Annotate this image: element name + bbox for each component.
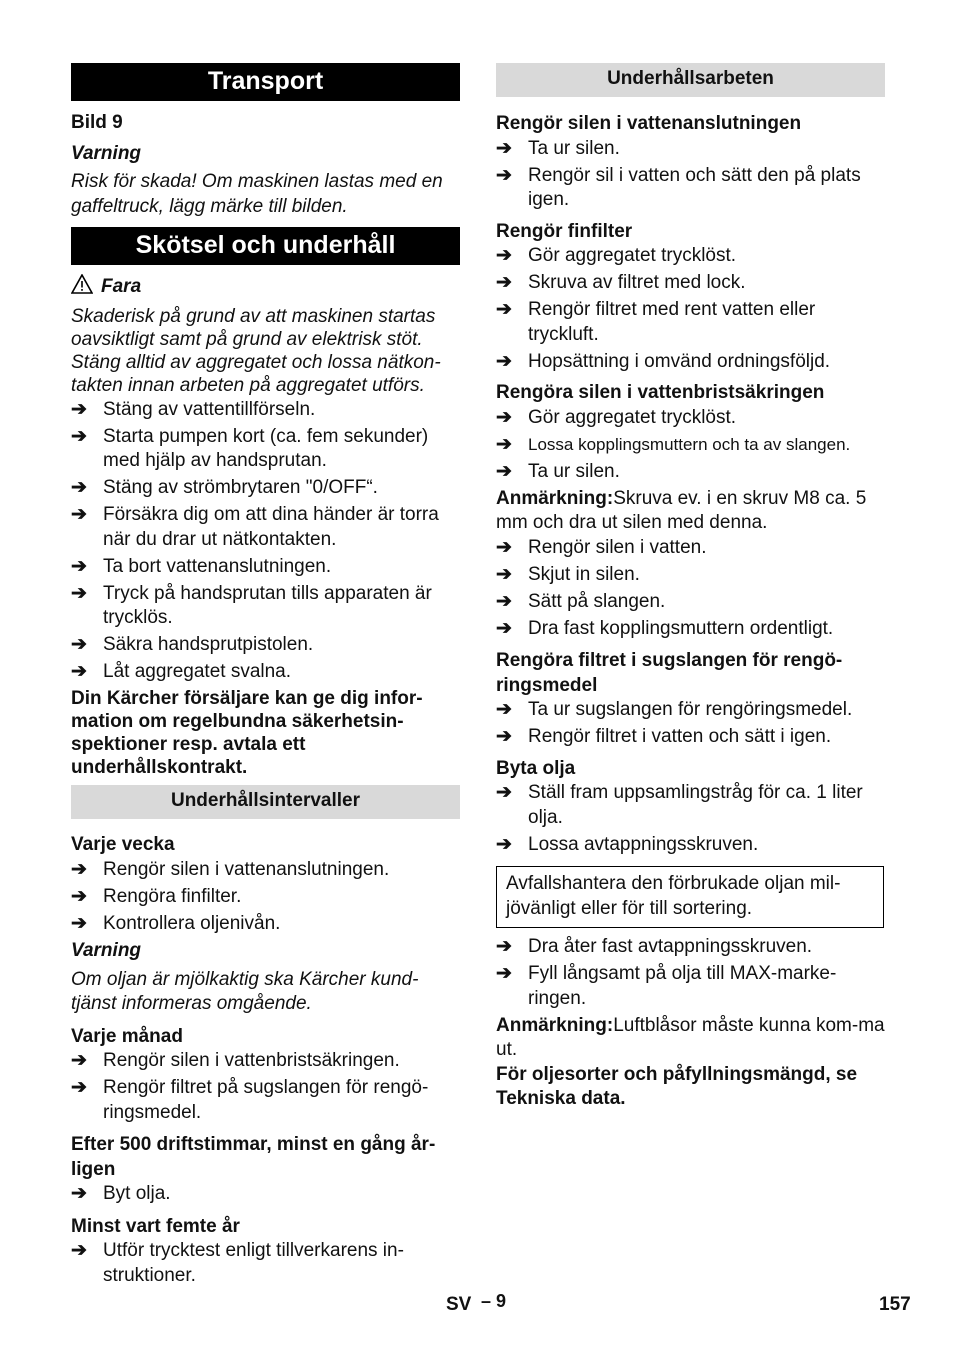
work-heading: Underhållsarbeten <box>496 63 885 97</box>
arrow-icon: ➔ <box>496 299 512 320</box>
arrow-icon: ➔ <box>71 1240 87 1261</box>
list-item-text: Ta ur sugslangen för rengöringsmedel. <box>528 699 853 720</box>
list-item <box>71 555 460 580</box>
arrow-icon: ➔ <box>496 617 512 639</box>
list-item-text: Rengör silen i vattenanslutningen. <box>103 858 390 880</box>
monthly-steps <box>71 1049 460 1125</box>
note1-text: Skruva ev. i en skruv M8 ca. 5 mm och dra ut silen med denna. <box>496 487 867 533</box>
footer-page-number: 157 <box>879 1294 911 1315</box>
arrow-icon: ➔ <box>496 245 512 266</box>
list-item-text: Rengöra finfilter. <box>103 885 242 907</box>
danger-text: Skaderisk på grund av att maskinen startas oavsiktligt samt på grund av elektrisk stöt. Stäng alltid av aggregatet och lossa nätkon-takten innan arbeten på aggregatet utförs. <box>71 305 441 396</box>
after500-steps <box>71 1182 460 1207</box>
list-item-text: Ta ur silen. <box>528 460 620 482</box>
note1 <box>496 487 885 536</box>
list-item <box>71 633 460 658</box>
list-item-text: Stäng av vattentillförseln. <box>103 398 316 420</box>
list-item <box>496 433 885 458</box>
right-column <box>496 63 885 1112</box>
arrow-icon: ➔ <box>496 460 512 482</box>
arrow-icon: ➔ <box>71 1050 87 1071</box>
warning-triangle-icon <box>71 274 93 294</box>
list-item-text: Hopsättning i omvänd ordningsföljd. <box>528 350 831 372</box>
list-item-text: Fyll långsamt på olja till MAX-marke-ringen. <box>528 963 837 1009</box>
list-item-text: Försäkra dig om att dina händer är torra när du drar ut nätkontakten. <box>103 504 439 550</box>
fifth-year-steps <box>71 1239 460 1288</box>
list-item <box>496 271 885 296</box>
list-item <box>496 590 885 615</box>
list-item-text: Rengör filtret på sugslangen för rengö-ringsmedel. <box>103 1077 429 1123</box>
arrow-icon: ➔ <box>496 936 512 957</box>
danger-label-text: Fara <box>101 276 142 297</box>
s3-steps-b <box>496 536 885 642</box>
fifth-year-heading: Minst vart femte år <box>71 1215 240 1237</box>
list-item <box>71 1239 460 1288</box>
list-item <box>496 164 885 213</box>
arrow-icon: ➔ <box>496 963 512 984</box>
arrow-icon: ➔ <box>496 699 512 720</box>
s5-steps <box>496 781 885 857</box>
list-item <box>71 885 460 910</box>
arrow-icon: ➔ <box>496 782 512 803</box>
arrow-icon: ➔ <box>71 477 87 498</box>
note2-label: Anmärkning: <box>496 1014 614 1036</box>
footer-lang: SV <box>446 1294 472 1315</box>
list-item <box>496 725 885 750</box>
list-item-text: Starta pumpen kort (ca. fem sekunder) med hjälp av handsprutan. <box>103 425 429 471</box>
s1-heading: Rengör silen i vattenanslutningen <box>496 113 802 134</box>
intervals-heading: Underhållsintervaller <box>71 785 460 819</box>
arrow-icon: ➔ <box>496 433 512 455</box>
s3-heading: Rengöra silen i vattenbristsäkringen <box>496 382 825 403</box>
left-column <box>71 63 460 1291</box>
warning-label: Varning <box>71 142 142 164</box>
list-item <box>496 406 885 431</box>
s1-steps <box>496 137 885 213</box>
list-item <box>71 1076 460 1125</box>
list-item-text: Byt olja. <box>103 1183 171 1204</box>
list-item <box>71 660 460 685</box>
list-item-text: Ta ur silen. <box>528 137 620 159</box>
list-item <box>496 244 885 269</box>
list-item-text: Sätt på slangen. <box>528 590 666 612</box>
after500-heading: Efter 500 driftstimmar, minst en gång år-ligen <box>71 1134 436 1180</box>
list-item <box>71 398 460 423</box>
note2-text: Luftblåsor måste kunna kom-ma ut. <box>496 1014 885 1060</box>
arrow-icon: ➔ <box>71 661 87 682</box>
list-item-text: Gör aggregatet trycklöst. <box>528 245 737 266</box>
transport-heading: Transport <box>71 63 460 101</box>
shutdown-steps <box>71 398 460 685</box>
list-item-text: Ta bort vattenanslutningen. <box>103 555 332 577</box>
list-item <box>71 1049 460 1074</box>
arrow-icon: ➔ <box>71 555 87 577</box>
final-note: För oljesorter och påfyllningsmängd, se Tekniska data. <box>496 1063 858 1109</box>
arrow-icon: ➔ <box>496 590 512 612</box>
note1-label: Anmärkning: <box>496 487 614 509</box>
s4-heading: Rengöra filtret i sugslangen för rengö-ringsmedel <box>496 650 843 696</box>
list-item <box>496 698 885 723</box>
list-item-text: Utför trycktest enligt tillverkarens in-struktioner. <box>103 1240 404 1286</box>
list-item <box>71 425 460 474</box>
list-item-text: Dra fast kopplingsmuttern ordentligt. <box>528 617 834 639</box>
list-item <box>496 962 885 1011</box>
dealer-note: Din Kärcher försäljare kan ge dig infor-mation om regelbundna säkerhetsin-spektioner resp. avtala ett underhållskontrakt. <box>71 688 423 778</box>
list-item-text: Skruva av filtret med lock. <box>528 272 746 293</box>
arrow-icon: ➔ <box>496 536 512 558</box>
care-heading: Skötsel och underhåll <box>71 227 460 265</box>
arrow-icon: ➔ <box>496 563 512 585</box>
warning2-label: Varning <box>71 940 142 961</box>
s3-steps <box>496 406 885 485</box>
list-item <box>496 935 885 960</box>
list-item-text: Dra åter fast avtappningsskruven. <box>528 936 813 957</box>
arrow-icon: ➔ <box>71 912 87 934</box>
arrow-icon: ➔ <box>496 350 512 372</box>
list-item <box>496 833 885 858</box>
arrow-icon: ➔ <box>71 634 87 655</box>
arrow-icon: ➔ <box>496 726 512 747</box>
list-item <box>71 1182 460 1207</box>
list-item <box>71 582 460 631</box>
list-item-text: Rengör filtret i vatten och sätt i igen. <box>528 726 832 747</box>
list-item-text: Rengör sil i vatten och sätt den på plats igen. <box>528 164 861 210</box>
list-item-text: Säkra handsprutpistolen. <box>103 634 314 655</box>
arrow-icon: ➔ <box>496 833 512 855</box>
list-item-text: Stäng av strömbrytaren "0/OFF“. <box>103 477 378 498</box>
warning-text: Risk för skada! Om maskinen lastas med en gaffeltruck, lägg märke till bilden. <box>71 171 443 217</box>
list-item <box>496 781 885 830</box>
list-item <box>496 617 885 642</box>
arrow-icon: ➔ <box>71 1077 87 1098</box>
list-item <box>496 563 885 588</box>
disposal-note-box: Avfallshantera den förbrukade oljan mil-jövänligt eller för till sortering. <box>496 866 884 928</box>
arrow-icon: ➔ <box>71 858 87 880</box>
list-item-text: Tryck på handsprutan tills apparaten är trycklös. <box>103 582 432 628</box>
list-item <box>496 536 885 561</box>
arrow-icon: ➔ <box>496 164 512 186</box>
list-item-text: Rengör silen i vatten. <box>528 536 707 558</box>
arrow-icon: ➔ <box>496 406 512 428</box>
weekly-heading: Varje vecka <box>71 834 175 855</box>
list-item-text: Skjut in silen. <box>528 563 640 585</box>
list-item-text: Lossa avtappningsskruven. <box>528 833 759 855</box>
footer-page-local: – 9 <box>481 1291 507 1311</box>
list-item <box>71 476 460 501</box>
list-item-text: Lossa kopplingsmuttern och ta av slangen. <box>528 434 851 454</box>
list-item-text: Låt aggregatet svalna. <box>103 661 292 682</box>
monthly-heading: Varje månad <box>71 1025 183 1047</box>
arrow-icon: ➔ <box>71 1183 87 1204</box>
arrow-icon: ➔ <box>496 272 512 293</box>
s2-heading: Rengör finfilter <box>496 220 633 242</box>
list-item <box>71 912 460 937</box>
list-item <box>496 137 885 162</box>
s5-heading: Byta olja <box>496 757 576 779</box>
list-item-text: Ställ fram uppsamlingstråg för ca. 1 liter olja. <box>528 782 863 828</box>
list-item-text: Rengör filtret med rent vatten eller tryckluft. <box>528 299 816 345</box>
warning2-text: Om oljan är mjölkaktig ska Kärcher kund-tjänst informeras omgående. <box>71 968 419 1014</box>
arrow-icon: ➔ <box>71 425 87 447</box>
arrow-icon: ➔ <box>71 398 87 420</box>
list-item-text: Kontrollera oljenivån. <box>103 912 281 934</box>
note2 <box>496 1014 885 1063</box>
list-item <box>496 460 885 485</box>
arrow-icon: ➔ <box>71 504 87 525</box>
s4-steps <box>496 698 885 750</box>
arrow-icon: ➔ <box>496 137 512 159</box>
danger-label <box>71 274 460 300</box>
arrow-icon: ➔ <box>71 582 87 604</box>
list-item <box>496 350 885 375</box>
weekly-steps <box>71 858 460 937</box>
s2-steps <box>496 244 885 374</box>
list-item <box>71 503 460 552</box>
arrow-icon: ➔ <box>71 885 87 907</box>
list-item-text: Rengör silen i vattenbristsäkringen. <box>103 1050 400 1071</box>
list-item <box>496 298 885 347</box>
list-item <box>71 858 460 883</box>
figure-ref: Bild 9 <box>71 112 123 133</box>
list-item-text: Gör aggregatet trycklöst. <box>528 406 737 428</box>
s5-steps-b <box>496 935 885 1011</box>
